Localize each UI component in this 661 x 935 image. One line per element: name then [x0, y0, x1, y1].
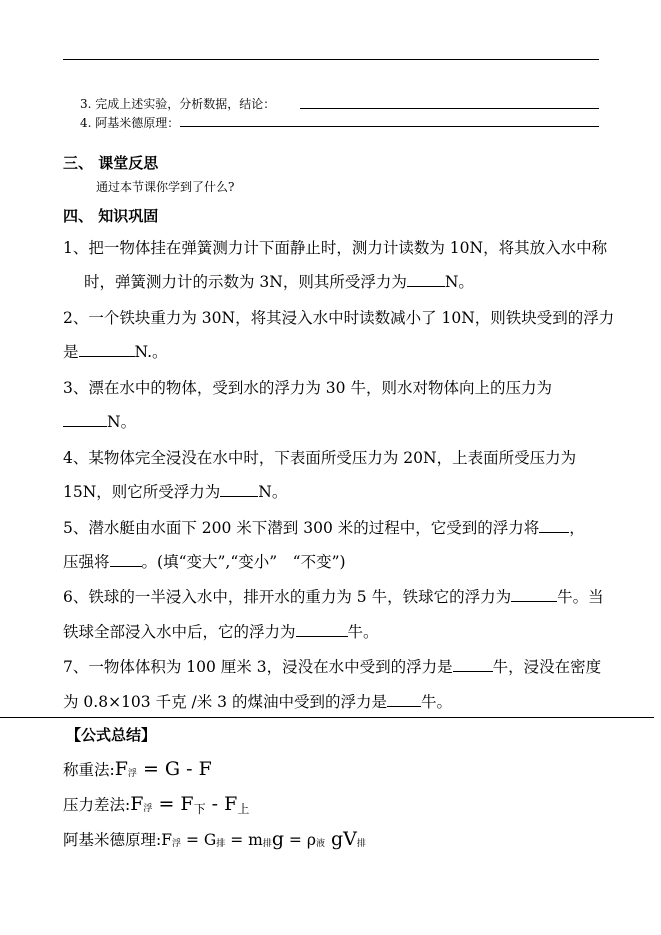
question-5-line-1: 5、潜水艇由水面下 200 米下潜到 300 米的过程中，它受到的浮力将 ，: [63, 519, 585, 537]
item-4-text: 4. 阿基米德原理：: [80, 116, 180, 130]
question-7-line-1: 7、一物体体积为 100 厘米 3，浸没在水中受到的浮力是 牛，浸没在密度: [63, 658, 602, 676]
question-2-line-1: 2、一个铁块重力为 30N，将其浸入水中时读数减小了 10N，则铁块受到的浮力: [63, 309, 615, 327]
question-4-line-2: 15N，则它所受浮力为 N。: [63, 483, 288, 501]
question-6-line-1: 6、铁球的一半浸入水中，排开水的重力为 5 牛，铁球它的浮力为 牛。当: [63, 588, 604, 606]
question-6-line-2: 铁球全部浸入水中后，它的浮力为 牛。: [63, 623, 379, 641]
question-1-line-2: 时，弹簧测力计的示数为 3N，则其所受浮力为 N。: [84, 273, 474, 291]
formula-archimedes: 阿基米德原理:F浮 = G排 = m排g = ρ液 gV排: [63, 828, 366, 850]
section-4-title: 四、 知识巩固: [63, 207, 159, 225]
section-3-title: 三、 课堂反思: [63, 154, 159, 172]
question-3-line-1: 3、漂在水中的物体，受到水的浮力为 30 牛，则水对物体向上的压力为: [63, 379, 552, 397]
formula-weighing: 称重法:F浮 = G - F: [63, 758, 212, 780]
q6-blank-1[interactable]: [511, 587, 557, 602]
question-1-line-1: 1、把一物体挂在弹簧测力计下面静止时，测力计读数为 10N，将其放入水中称: [63, 239, 608, 257]
q2-blank[interactable]: [79, 342, 135, 357]
q6-blank-2[interactable]: [296, 622, 348, 637]
question-4-line-1: 4、某物体完全浸没在水中时，下表面所受压力为 20N，上表面所受压力为: [63, 449, 577, 467]
q3-blank[interactable]: [63, 412, 107, 427]
q5-blank-2[interactable]: [110, 552, 142, 567]
q4-blank[interactable]: [220, 482, 258, 497]
question-7-line-2: 为 0.8×103 千克 /米 3 的煤油中受到的浮力是 牛。: [63, 693, 452, 711]
q1-blank[interactable]: [407, 272, 445, 287]
top-rule: [63, 59, 599, 60]
item-3-text: 3. 完成上述实验，分析数据，结论：: [80, 97, 276, 111]
q7-blank-1[interactable]: [453, 657, 493, 672]
q5-blank-1[interactable]: [539, 518, 569, 533]
q7-blank-2[interactable]: [387, 692, 421, 707]
item-4-answer-line: [180, 126, 599, 127]
question-5-line-2: 压强将 。(填“变大”,“变小” “不变”): [63, 553, 346, 571]
formula-summary-title: 【公式总结】: [66, 726, 157, 744]
item-3: [80, 95, 275, 112]
item-4: [80, 114, 179, 131]
section-3-prompt: 通过本节课你学到了什么?: [96, 180, 235, 194]
question-2-line-2: 是 N.。: [63, 343, 168, 361]
question-3-line-2: N。: [63, 410, 136, 432]
section-divider: [0, 717, 654, 718]
formula-pressure-difference: 压力差法:F浮 = F下 - F上: [63, 793, 250, 816]
item-3-answer-line: [300, 108, 599, 109]
